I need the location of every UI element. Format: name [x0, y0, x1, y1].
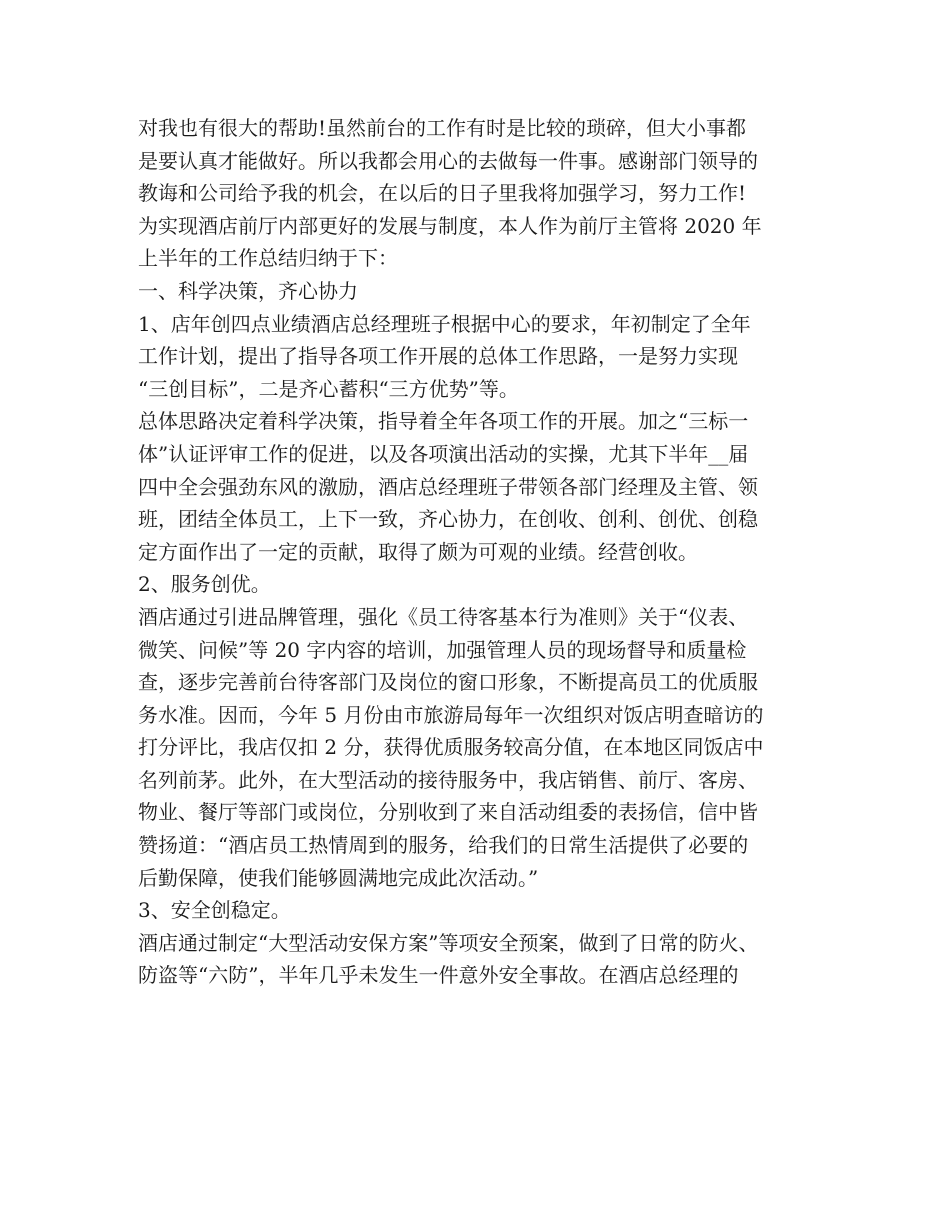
text-line: 对我也有很大的帮助!虽然前台的工作有时是比较的琐碎，但大小事都	[138, 116, 747, 140]
text-line: 是要认真才能做好。所以我都会用心的去做每一件事。感谢部门领导的	[138, 148, 758, 173]
text-line: 班，团结全体员工，上下一致，齐心协力，在创收、创利、创优、创稳	[138, 507, 758, 532]
text-line: 务水准。因而，今年 5 月份由市旅游局每年一次组织对饭店明查暗访的	[138, 702, 764, 727]
text-line: 上半年的工作总结归纳于下：	[138, 246, 398, 271]
text-line: 后勤保障，使我们能够圆满地完成此次活动。”	[138, 865, 539, 890]
text-line: 防盗等“六防”，半年几乎未发生一件意外安全事故。在酒店总经理的	[138, 963, 739, 988]
text-line: “三创目标”，二是齐心蓄积“三方优势”等。	[138, 376, 519, 401]
text-line: 为实现酒店前厅内部更好的发展与制度，本人作为前厅主管将 2020 年	[138, 213, 762, 238]
text-line: 名列前茅。此外，在大型活动的接待服务中，我店销售、前厅、客房、	[138, 767, 758, 792]
text-line: 物业、餐厅等部门或岗位，分别收到了来自活动组委的表扬信，信中皆	[138, 800, 758, 825]
text-line: 酒店通过制定“大型活动安保方案”等项安全预案，做到了日常的防火、	[138, 930, 759, 955]
text-line: 四中全会强劲东风的激励，酒店总经理班子带领各部门经理及主管、领	[138, 474, 758, 499]
text-line: 工作计划，提出了指导各项工作开展的总体工作思路，一是努力实现	[138, 344, 738, 369]
subsection-heading: 2、服务创优。	[138, 572, 271, 597]
text-line: 总体思路决定着科学决策，指导着全年各项工作的开展。加之“三标一	[138, 409, 749, 434]
text-line: 定方面作出了一定的贡献，取得了颇为可观的业绩。经营创收。	[138, 539, 698, 564]
text-line: 教诲和公司给予我的机会，在以后的日子里我将加强学习，努力工作!	[138, 181, 747, 206]
section-heading: 一、科学决策，齐心协力	[138, 278, 358, 303]
text-line: 微笑、问候”等 20 字内容的培训，加强管理人员的现场督导和质量检	[138, 637, 747, 662]
text-line: 打分评比，我店仅扣 2 分，获得优质服务较高分值，在本地区同饭店中	[138, 735, 764, 760]
document-body	[138, 112, 828, 992]
text-line: 查，逐步完善前台待客部门及岗位的窗口形象，不断提高员工的优质服	[138, 670, 758, 695]
text-line: 1、店年创四点业绩酒店总经理班子根据中心的要求，年初制定了全年	[138, 311, 751, 336]
subsection-heading: 3、安全创稳定。	[138, 898, 291, 923]
text-line: 赞扬道：“酒店员工热情周到的服务，给我们的日常生活提供了必要的	[138, 833, 749, 858]
text-line: 酒店通过引进品牌管理，强化《员工待客基本行为准则》关于“仪表、	[138, 604, 749, 629]
text-line: 体”认证评审工作的促进，以及各项演出活动的实操，尤其下半年__届	[138, 441, 749, 466]
